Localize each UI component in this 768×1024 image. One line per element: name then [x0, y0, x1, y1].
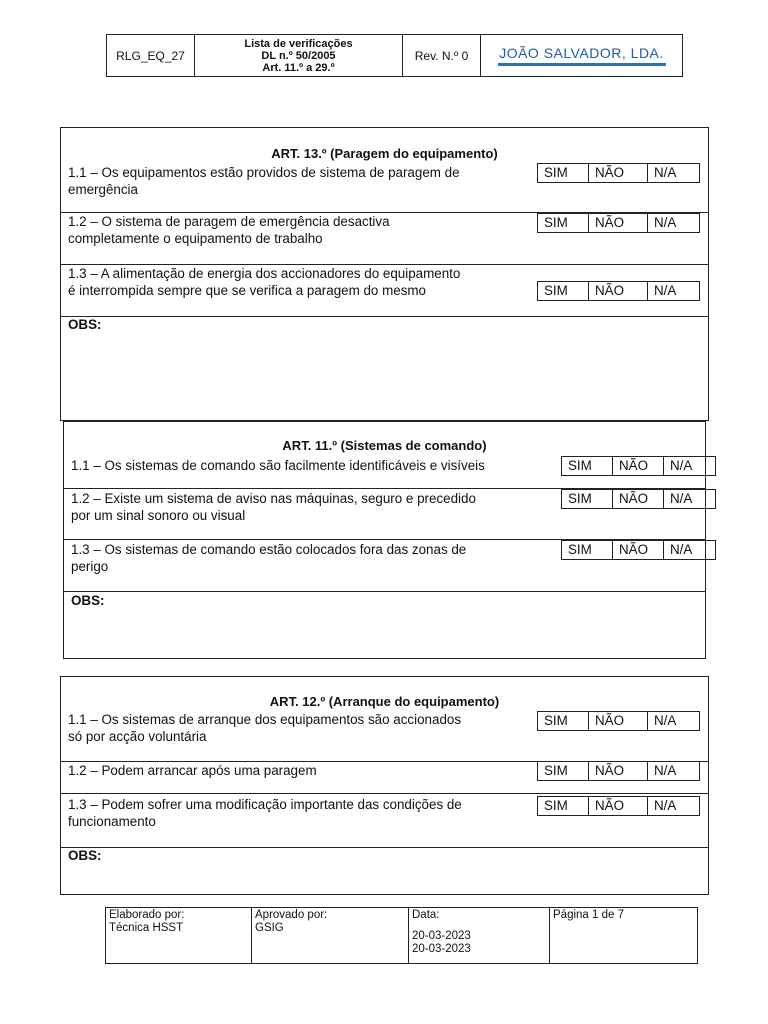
section-title: ART. 12.º (Arranque do equipamento)	[269, 694, 500, 709]
answer-options-3-3	[537, 796, 700, 816]
option-nao[interactable]: NÃO	[589, 164, 648, 182]
answer-options-3-1	[537, 711, 700, 731]
company-name: JOÃO SALVADOR, LDA.	[499, 45, 664, 61]
option-nao[interactable]: NÃO	[613, 490, 664, 508]
approved-by-value: GSIG	[255, 922, 284, 934]
document-header	[106, 34, 683, 77]
approved-by-cell	[252, 908, 409, 963]
title-line-2: DL n.º 50/2005	[261, 49, 336, 62]
row-divider	[64, 591, 705, 592]
company-underline	[498, 63, 666, 66]
question-3-1: 1.1 – Os sistemas de arranque dos equipamentos são accionados só por acção voluntária	[68, 712, 462, 744]
option-na[interactable]: N/A	[654, 165, 677, 180]
row-divider	[61, 316, 708, 317]
section-art-13	[60, 127, 709, 421]
option-na[interactable]: N/A	[670, 458, 693, 473]
question-2-1: 1.1 – Os sistemas de comando são facilmente identificáveis e visíveis	[71, 458, 485, 473]
option-sim[interactable]: SIM	[538, 797, 589, 815]
question-2-2: 1.2 – Existe um sistema de aviso nas máquinas, seguro e precedido por um sinal sonoro ou visual	[71, 491, 476, 523]
prepared-by-cell	[106, 908, 252, 963]
answer-options-2-2	[561, 489, 716, 509]
answer-options-2-3	[561, 540, 716, 560]
title-line-3: Art. 11.º a 29.º	[262, 61, 335, 74]
question-2-3: 1.3 – Os sistemas de comando estão colocados fora das zonas de perigo	[71, 542, 467, 574]
option-nao[interactable]: NÃO	[613, 457, 664, 475]
page-cell	[550, 908, 697, 963]
answer-options-2-1	[561, 456, 716, 476]
row-divider	[61, 847, 708, 848]
section-art-12	[60, 676, 709, 895]
page-number: Página 1 de 7	[553, 909, 624, 921]
date-value-1: 20-03-2023	[412, 930, 471, 942]
title-line-1: Lista de verificações	[244, 37, 353, 50]
option-na[interactable]: N/A	[654, 713, 677, 728]
document-title	[195, 35, 403, 76]
option-nao[interactable]: NÃO	[589, 282, 648, 300]
option-na[interactable]: N/A	[670, 542, 693, 557]
option-nao[interactable]: NÃO	[589, 762, 648, 780]
option-nao[interactable]: NÃO	[613, 541, 664, 559]
section-art-11	[63, 421, 706, 659]
option-na[interactable]: N/A	[654, 215, 677, 230]
question-3-2: 1.2 – Podem arrancar após uma paragem	[68, 763, 317, 778]
option-sim[interactable]: SIM	[538, 762, 589, 780]
question-1-3: 1.3 – A alimentação de energia dos accionadores do equipamento é interrompida sempre que se verifica a paragem do mesmo	[68, 266, 461, 298]
question-1-1: 1.1 – Os equipamentos estão providos de sistema de paragem de emergência	[68, 165, 460, 197]
option-sim[interactable]: SIM	[562, 541, 613, 559]
option-nao[interactable]: NÃO	[589, 712, 648, 730]
option-sim[interactable]: SIM	[562, 457, 613, 475]
obs-label: OBS:	[68, 848, 102, 863]
answer-options-1-2	[537, 213, 700, 233]
prepared-by-label: Elaborado por:	[109, 909, 185, 921]
answer-options-1-3	[537, 281, 700, 301]
option-na[interactable]: N/A	[654, 283, 677, 298]
prepared-by-value: Técnica HSST	[109, 922, 184, 934]
date-value-2: 20-03-2023	[412, 943, 471, 955]
document-footer	[105, 907, 698, 964]
option-na[interactable]: N/A	[654, 798, 677, 813]
document-code: RLG_EQ_27	[107, 35, 195, 76]
answer-options-1-1	[537, 163, 700, 183]
option-nao[interactable]: NÃO	[589, 214, 648, 232]
option-sim[interactable]: SIM	[562, 490, 613, 508]
option-sim[interactable]: SIM	[538, 282, 589, 300]
row-divider	[61, 793, 708, 794]
option-na[interactable]: N/A	[670, 491, 693, 506]
answer-options-3-2	[537, 761, 700, 781]
option-nao[interactable]: NÃO	[589, 797, 648, 815]
section-title: ART. 11.º (Sistemas de comando)	[282, 438, 487, 453]
option-sim[interactable]: SIM	[538, 214, 589, 232]
date-label: Data:	[412, 909, 440, 921]
option-na[interactable]: N/A	[654, 763, 677, 778]
question-1-2: 1.2 – O sistema de paragem de emergência desactiva completamente o equipamento de trabalho	[68, 214, 390, 246]
section-title: ART. 13.º (Paragem do equipamento)	[271, 146, 498, 161]
revision-number: Rev. N.º 0	[403, 35, 481, 76]
approved-by-label: Aprovado por:	[255, 909, 328, 921]
option-sim[interactable]: SIM	[538, 164, 589, 182]
date-cell	[409, 908, 550, 963]
obs-label: OBS:	[71, 593, 105, 608]
option-sim[interactable]: SIM	[538, 712, 589, 730]
company-logo	[481, 35, 682, 76]
question-3-3: 1.3 – Podem sofrer uma modificação importante das condições de funcionamento	[68, 797, 462, 829]
obs-label: OBS:	[68, 317, 102, 332]
